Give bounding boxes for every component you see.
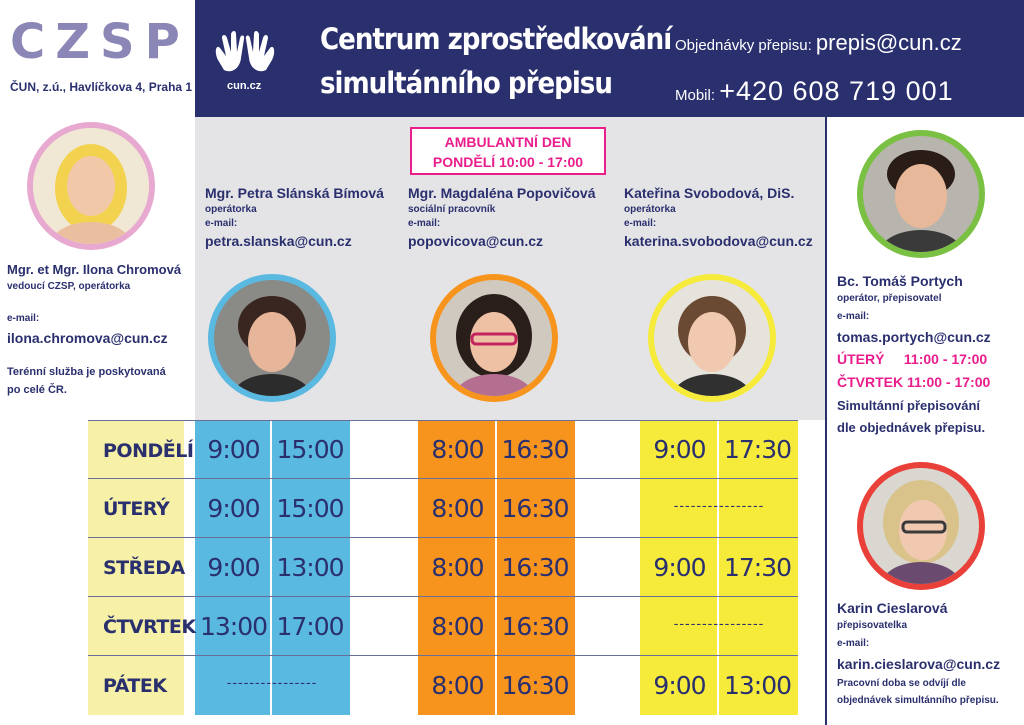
avatar-tomas [857, 130, 985, 258]
karin-email-link[interactable]: karin.cieslarova@cun.cz [837, 656, 1001, 672]
katerina-tue-none: ---------------- [673, 497, 765, 513]
row-divider [88, 478, 798, 479]
petra-mon-start: 9:00 [207, 435, 260, 464]
petra-thu-start: 13:00 [199, 612, 268, 641]
petra-wed-start: 9:00 [207, 553, 260, 582]
day-thursday: ČTVRTEK [103, 616, 196, 638]
czsp-logo: CZSP [10, 14, 190, 70]
person-petra [205, 185, 384, 249]
magdalena-tue-end: 16:30 [501, 494, 569, 523]
orders-label: Objednávky přepisu: [675, 37, 812, 54]
ilona-role: vedoucí CZSP, operátorka [7, 281, 131, 292]
petra-wed-end: 13:00 [276, 553, 344, 582]
person-katerina [624, 185, 813, 249]
row-divider [88, 655, 798, 656]
tomas-tuesday-hours: ÚTERÝ 11:00 - 17:00 [837, 351, 988, 367]
ambulant-day-box [410, 127, 606, 175]
tomas-note-2: dle objednávek přepisu. [837, 420, 986, 435]
tomas-thursday-hours: ČTVRTEK 11:00 - 17:00 [837, 374, 991, 390]
katerina-fri-end: 13:00 [723, 671, 792, 700]
page-title [320, 18, 671, 105]
day-friday: PÁTEK [103, 675, 167, 697]
katerina-name: Kateřina Svobodová, DiS. [624, 185, 795, 201]
tomas-email-link[interactable]: tomas.portych@cun.cz [837, 329, 991, 345]
karin-note-1: Pracovní doba se odvíjí dle [837, 678, 966, 689]
mobile-label: Mobil: [675, 87, 716, 104]
petra-email-label: e-mail: [205, 218, 238, 229]
ilona-email-label: e-mail: [7, 313, 40, 324]
tomas-role: operátor, přepisovatel [837, 293, 942, 304]
katerina-email-link[interactable]: katerina.svobodova@cun.cz [624, 233, 813, 249]
magdalena-fri-end: 16:30 [501, 671, 569, 700]
petra-fri-none: ---------------- [226, 674, 318, 690]
magdalena-wed-start: 8:00 [431, 553, 484, 582]
address: ČUN, z.ú., Havlíčkova 4, Praha 1 [10, 80, 193, 94]
karin-name: Karin Cieslarová [837, 600, 948, 616]
tomas-email-label: e-mail: [837, 311, 870, 322]
row-divider [88, 537, 798, 538]
orders-contact [675, 30, 962, 56]
cun-logo-text: cun.cz [227, 80, 262, 92]
karin-email-label: e-mail: [837, 638, 870, 649]
right-divider [825, 117, 827, 725]
ambulant-line-2: PONDĚLÍ 10:00 - 17:00 [432, 154, 584, 170]
magdalena-email-link[interactable]: popovicova@cun.cz [408, 233, 544, 249]
day-wednesday: STŘEDA [103, 557, 185, 579]
row-divider [88, 596, 798, 597]
magdalena-fri-start: 8:00 [431, 671, 484, 700]
ilona-name: Mgr. et Mgr. Ilona Chromová [7, 262, 182, 277]
katerina-mon-start: 9:00 [653, 435, 706, 464]
katerina-role: operátorka [624, 204, 676, 215]
karin-note-2: objednávek simultánního přepisu. [837, 695, 999, 706]
katerina-mon-end: 17:30 [723, 435, 792, 464]
tomas-name: Bc. Tomáš Portych [837, 273, 963, 289]
petra-email-link[interactable]: petra.slanska@cun.cz [205, 233, 352, 249]
katerina-fri-start: 9:00 [653, 671, 706, 700]
petra-name: Mgr. Petra Slánská Bímová [205, 185, 384, 201]
katerina-wed-start: 9:00 [653, 553, 706, 582]
mobile-contact [675, 76, 954, 107]
avatar-ilona [27, 122, 155, 250]
ambulant-line-1: AMBULANTNÍ DEN [444, 134, 572, 150]
avatar-petra [208, 274, 336, 402]
ilona-note-1: Terénní služba je poskytovaná [7, 366, 166, 378]
row-divider [88, 420, 798, 421]
title-line-1: Centrum zprostředkování [320, 22, 672, 56]
ilona-note-2: po celé ČR. [7, 384, 67, 396]
katerina-thu-none: ---------------- [673, 615, 765, 631]
magdalena-wed-end: 16:30 [501, 553, 569, 582]
magdalena-name: Mgr. Magdaléna Popovičová [408, 185, 596, 201]
magdalena-email-label: e-mail: [408, 218, 441, 229]
petra-tue-end: 15:00 [276, 494, 344, 523]
magdalena-tue-start: 8:00 [431, 494, 484, 523]
magdalena-thu-start: 8:00 [431, 612, 484, 641]
person-magdalena [408, 185, 596, 249]
mobile-number[interactable]: +420 608 719 001 [719, 76, 954, 106]
petra-role: operátorka [205, 204, 257, 215]
avatar-katerina [648, 274, 776, 402]
katerina-email-label: e-mail: [624, 218, 657, 229]
title-line-2: simultánního přepisu [320, 65, 612, 100]
avatar-magdalena [430, 274, 558, 402]
ilona-email-link[interactable]: ilona.chromova@cun.cz [7, 330, 168, 346]
petra-mon-end: 15:00 [276, 435, 344, 464]
magdalena-role: sociální pracovník [408, 204, 496, 215]
day-monday: PONDĚLÍ [103, 440, 194, 462]
magdalena-mon-start: 8:00 [431, 435, 484, 464]
day-tuesday: ÚTERÝ [103, 498, 170, 520]
avatar-karin [857, 462, 985, 590]
magdalena-thu-end: 16:30 [501, 612, 569, 641]
tomas-note-1: Simultánní přepisování [837, 398, 981, 413]
petra-tue-start: 9:00 [207, 494, 260, 523]
karin-role: přepisovatelka [837, 620, 908, 631]
petra-thu-end: 17:00 [276, 612, 344, 641]
katerina-wed-end: 17:30 [723, 553, 792, 582]
magdalena-mon-end: 16:30 [501, 435, 569, 464]
orders-email-link[interactable]: prepis@cun.cz [815, 30, 962, 55]
